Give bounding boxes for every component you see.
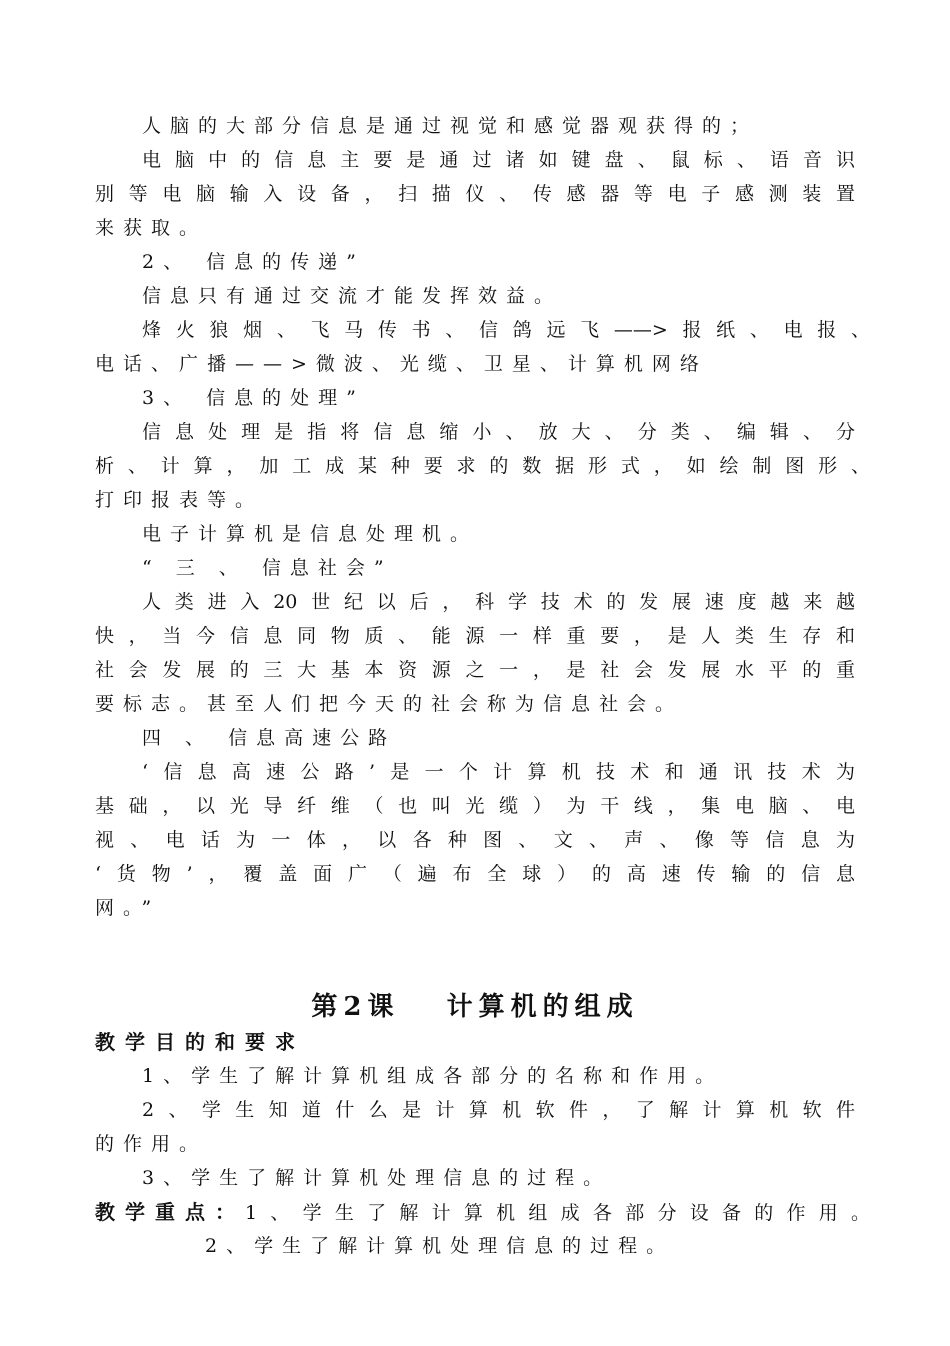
paragraph-line: 烽火狼烟、飞马传书、信鸽远飞——>报纸、电报、 <box>142 319 870 341</box>
section-heading: 3、 信息的处理” <box>142 387 365 409</box>
goals-label: 教学目的和要求 <box>95 1030 305 1054</box>
paragraph-line: ‘信息高速公路’是一个计算机技术和通讯技术为 <box>142 761 855 783</box>
paragraph-line: 电子计算机是信息处理机。 <box>142 523 479 545</box>
focus-row <box>95 1199 870 1226</box>
section-heading: 2、 信息的传递” <box>142 251 365 273</box>
section-heading: “ 三 、 信息社会” <box>142 557 393 579</box>
goal-item: 3、学生了解计算机处理信息的过程。 <box>142 1167 612 1189</box>
paragraph-line: 信息只有通过交流才能发挥效益。 <box>142 285 563 307</box>
goal-item: 1、学生了解计算机组成各部分的名称和作用。 <box>142 1065 724 1087</box>
focus-item: 2、学生了解计算机处理信息的过程。 <box>205 1235 675 1257</box>
paragraph-line: 视、电话为一体，以各种图、文、声、像等信息为 <box>95 829 855 851</box>
goal-item: 2、学生知道什么是计算机软件，了解计算机软件 <box>142 1099 855 1121</box>
paragraph-line: 人脑的大部分信息是通过视觉和感觉器观获得的； <box>142 115 759 137</box>
paragraph-line: ‘货物’，覆盖面广（遍布全球）的高速传输的信息 <box>95 863 855 885</box>
paragraph-line: 来获取。 <box>95 217 208 239</box>
paragraph-line: 人类进入20世纪以后，科学技术的发展速度越来越 <box>142 591 855 613</box>
paragraph-line: 电脑中的信息主要是通过诸如键盘、鼠标、语音识 <box>142 149 855 171</box>
paragraph-line: 要标志。甚至人们把今天的社会称为信息社会。 <box>95 693 684 715</box>
paragraph-line: 社会发展的三大基本资源之一，是社会发展水平的重 <box>95 659 855 681</box>
paragraph-line: 电话、广播——>微波、光缆、卫星、计算机网络 <box>95 353 708 375</box>
paragraph-line: 析、计算，加工成某种要求的数据形式，如绘制图形、 <box>95 455 870 477</box>
lesson-title: 第2课 计算机的组成 <box>311 992 639 1022</box>
focus-label: 教学重点： <box>95 1200 245 1224</box>
section-heading: 四 、 信息高速公路 <box>142 727 397 749</box>
paragraph-line: 基础，以光导纤维（也叫光缆）为干线，集电脑、电 <box>95 795 855 817</box>
paragraph-line: 打印报表等。 <box>95 489 264 511</box>
focus-item: 1、学生了解计算机组成各部分设备的作用。 <box>245 1202 870 1224</box>
paragraph-line: 快，当今信息同物质、能源一样重要，是人类生存和 <box>95 625 855 647</box>
goal-item-continued: 的作用。 <box>95 1133 208 1155</box>
paragraph-line: 信息处理是指将信息缩小、放大、分类、编辑、分 <box>142 421 855 443</box>
paragraph-line: 别等电脑输入设备，扫描仪、传感器等电子感测装置 <box>95 183 855 205</box>
paragraph-line: 网。” <box>95 897 161 919</box>
